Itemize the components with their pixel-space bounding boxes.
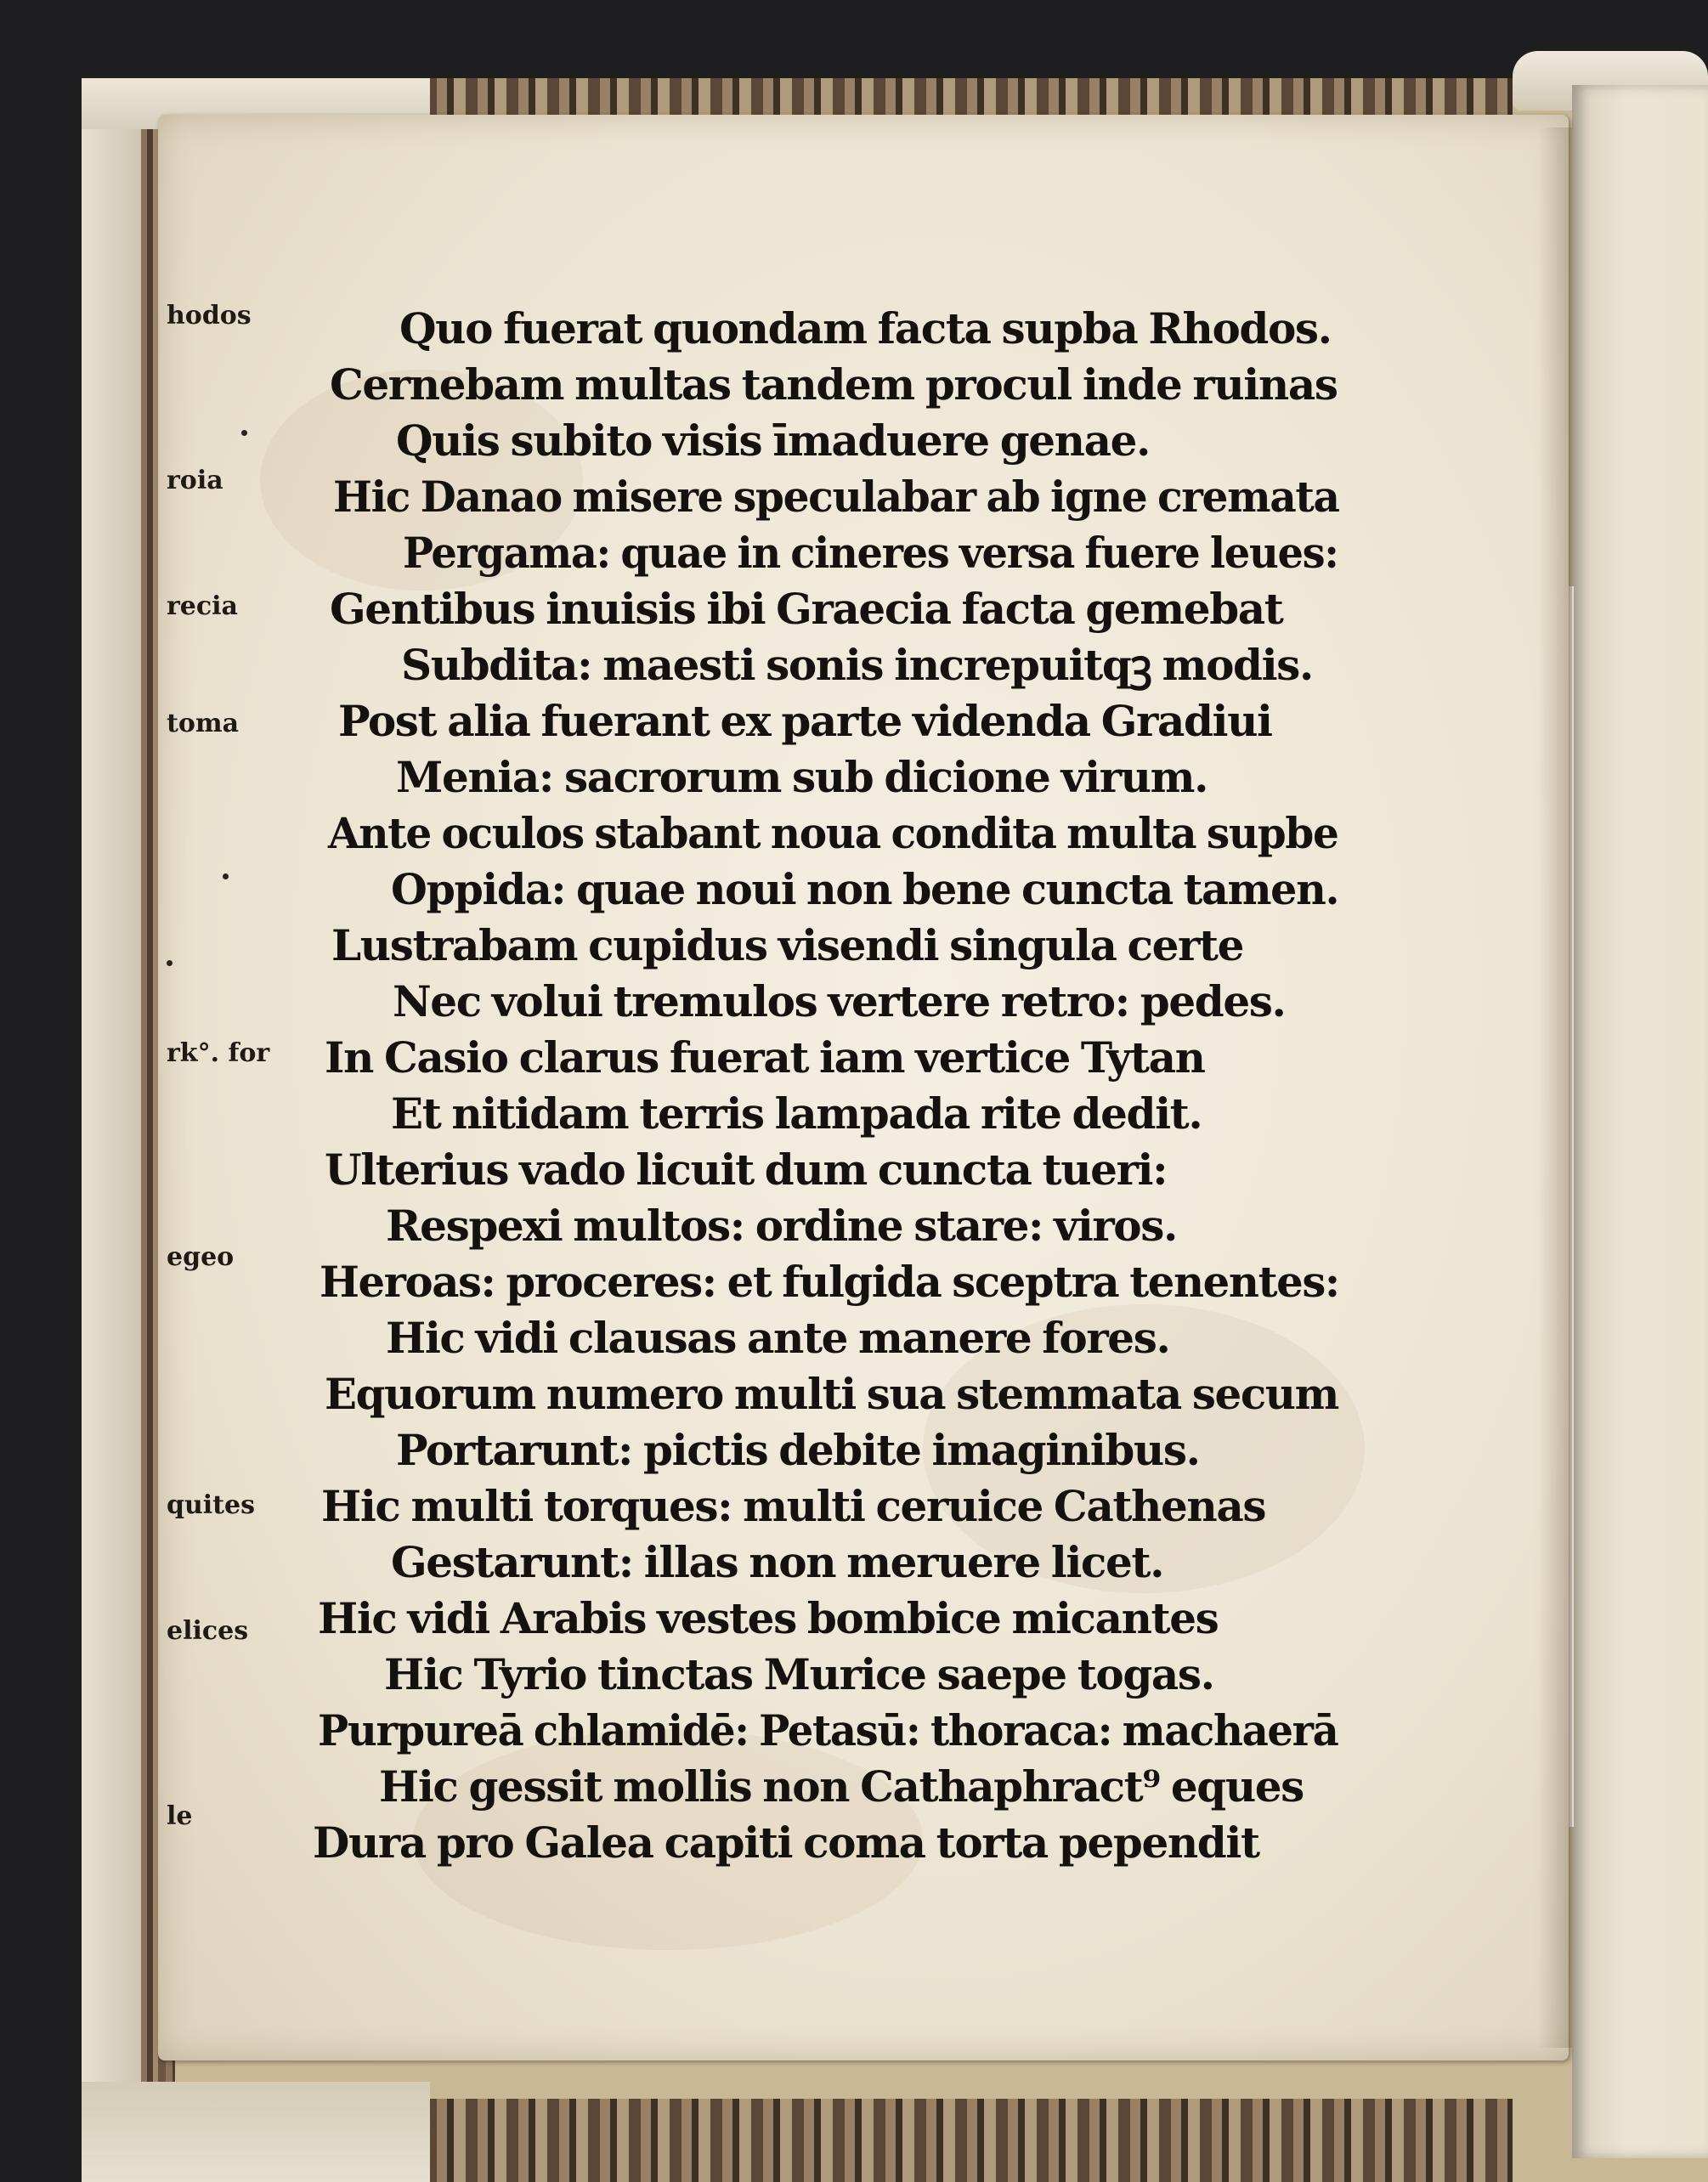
verse-line: Oppida: quae noui non bene cuncta tamen. [391, 864, 1339, 914]
verse-line: Et nitidam terris lampada rite dedit. [391, 1088, 1202, 1139]
verse-line: Equorum numero multi sua stemmata secum [325, 1369, 1339, 1419]
marginal-note: quites [167, 1490, 256, 1520]
verse-line: Heroas: proceres: et fulgida sceptra tenentes: [320, 1257, 1339, 1307]
marginal-note: hodos [167, 301, 252, 331]
verse-line: Ante oculos stabant noua condita multa supbe [328, 808, 1338, 858]
verse-line: Lustrabam cupidus visendi singula certe [331, 920, 1244, 970]
verse-line: Hic multi torques: multi ceruice Cathenas [321, 1481, 1266, 1531]
verse-line: Quo fuerat quondam facta supba Rhodos. [399, 303, 1332, 353]
marginal-note: egeo [167, 1242, 235, 1272]
verse-line: Quis subito visis īmaduere genae. [396, 415, 1151, 466]
verse-line: Gentibus inuisis ibi Graecia facta gemebat [330, 584, 1283, 634]
marginal-note: roia [167, 466, 223, 495]
marginal-note: le [167, 1801, 193, 1831]
margin-dot [223, 873, 229, 879]
verse-line: Ulterius vado licuit dum cuncta tueri: [325, 1145, 1168, 1195]
verse-line: Pergama: quae in cineres versa fuere leues: [403, 528, 1338, 578]
verse-line: Hic Tyrio tinctas Murice saepe togas. [384, 1649, 1214, 1699]
facing-page [1572, 85, 1708, 2158]
gutter-shadow [1538, 127, 1572, 2048]
marginal-note: rk°. for [167, 1038, 270, 1068]
margin-dot [241, 430, 247, 436]
marginal-note: toma [167, 709, 240, 738]
vellum-cover-bottom [82, 2082, 430, 2182]
verse-line: Gestarunt: illas non meruere licet. [391, 1537, 1164, 1587]
verse-line: Hic vidi Arabis vestes bombice micantes [318, 1593, 1219, 1643]
verse-line: Respexi multos: ordine stare: viros. [386, 1201, 1177, 1251]
wooden-board-bottom [425, 2099, 1513, 2182]
margin-dot [167, 960, 172, 966]
verse-line: Hic Danao misere speculabar ab igne cremata [333, 472, 1339, 522]
verse-line: Hic gessit mollis non Cathaphract⁹ eques [379, 1761, 1304, 1812]
verse-line: Cernebam multas tandem procul inde ruinas [330, 359, 1338, 410]
marginal-note: recia [167, 591, 238, 621]
verse-line: Subdita: maesti sonis increpuitqꝫ modis. [401, 640, 1313, 690]
verse-line: In Casio clarus fuerat iam vertice Tytan [325, 1032, 1205, 1083]
verse-line: Menia: sacrorum sub dicione virum. [396, 752, 1208, 802]
verse-line: Dura pro Galea capiti coma torta pependit [313, 1817, 1259, 1868]
verse-line: Portarunt: pictis debite imaginibus. [396, 1425, 1200, 1475]
marginal-note: elices [167, 1616, 249, 1646]
verse-line: Hic vidi clausas ante manere fores. [386, 1313, 1170, 1363]
verse-line: Purpureā chlamidē: Petasū: thoraca: machaerā [318, 1705, 1338, 1755]
vellum-cover-edge [82, 78, 141, 2182]
verse-line: Nec volui tremulos vertere retro: pedes. [393, 976, 1286, 1026]
verse-line: Post alia fuerant ex parte videnda Gradiui [338, 696, 1272, 746]
